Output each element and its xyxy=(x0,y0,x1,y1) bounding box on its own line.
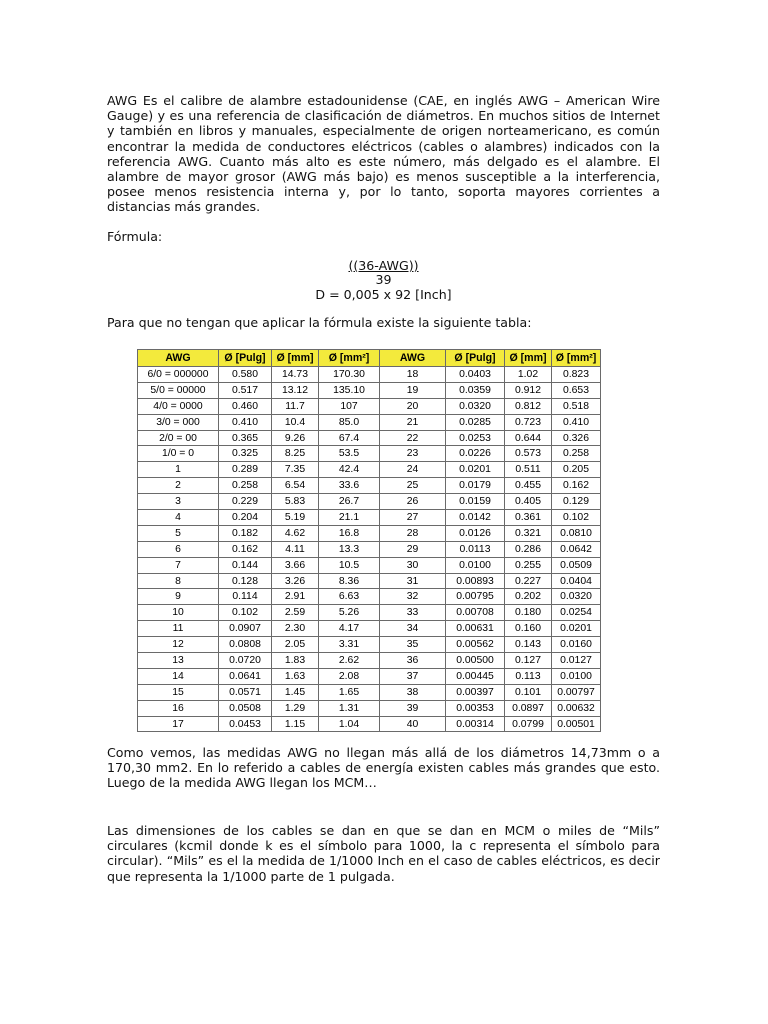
table-cell: 0.258 xyxy=(552,446,601,462)
formula-block xyxy=(107,259,660,303)
table-cell: 21.1 xyxy=(319,510,380,526)
table-cell: 1.65 xyxy=(319,684,380,700)
table-cell: 0.823 xyxy=(552,367,601,383)
table-cell: 0.0226 xyxy=(446,446,505,462)
table-cell: 0.202 xyxy=(505,589,552,605)
table-cell: 0.00353 xyxy=(446,700,505,716)
table-cell: 11 xyxy=(138,621,219,637)
table-cell: 0.0113 xyxy=(446,541,505,557)
table-row xyxy=(138,716,601,732)
table-cell: 1/0 = 0 xyxy=(138,446,219,462)
table-cell: 0.518 xyxy=(552,398,601,414)
header-awg: AWG xyxy=(138,350,219,367)
table-cell: 0.0453 xyxy=(219,716,272,732)
table-row xyxy=(138,462,601,478)
table-cell: 0.0126 xyxy=(446,525,505,541)
table-cell: 0.455 xyxy=(505,478,552,494)
table-cell: 0.0201 xyxy=(552,621,601,637)
table-cell: 40 xyxy=(380,716,446,732)
table-cell: 0.460 xyxy=(219,398,272,414)
table-cell: 0.0799 xyxy=(505,716,552,732)
table-cell: 0.182 xyxy=(219,525,272,541)
table-cell: 17 xyxy=(138,716,219,732)
mcm-section xyxy=(107,823,660,884)
table-cell: 0.00562 xyxy=(446,637,505,653)
table-cell: 1.63 xyxy=(272,668,319,684)
table-cell: 10.5 xyxy=(319,557,380,573)
table-cell: 9 xyxy=(138,589,219,605)
table-cell: 2 xyxy=(138,478,219,494)
table-cell: 0.162 xyxy=(219,541,272,557)
table-row xyxy=(138,510,601,526)
table-cell: 0.162 xyxy=(552,478,601,494)
header-diam-inch: Ø [Pulg] xyxy=(446,350,505,367)
table-row xyxy=(138,541,601,557)
table-cell: 0.361 xyxy=(505,510,552,526)
table-row xyxy=(138,414,601,430)
table-cell: 13.3 xyxy=(319,541,380,557)
table-cell: 0.580 xyxy=(219,367,272,383)
intro-paragraph: AWG Es el calibre de alambre estadounidense (CAE, en inglés AWG – American Wire Gauge) y es una referencia de clasificación de diámetros. En muchos sitios de Internet y también en libros y manuales, especialmente de origen norteamericano, es común encontrar la medida de conductores eléctricos (cables o alambres) indicados con la referencia AWG. Cuanto más alto es este número, más delgado es el alambre. El alambre de mayor grosor (AWG más bajo) es menos susceptible a la interferencia, posee menos resistencia interna y, por lo tanto, soporta mayores corrientes a distancias más grandes. xyxy=(107,93,660,215)
table-cell: 34 xyxy=(380,621,446,637)
table-cell: 26.7 xyxy=(319,494,380,510)
table-cell: 2.08 xyxy=(319,668,380,684)
table-row xyxy=(138,478,601,494)
table-cell: 3.66 xyxy=(272,557,319,573)
table-cell: 1.83 xyxy=(272,653,319,669)
table-cell: 0.289 xyxy=(219,462,272,478)
table-cell: 0.0201 xyxy=(446,462,505,478)
table-cell: 4/0 = 0000 xyxy=(138,398,219,414)
table-cell: 0.0160 xyxy=(552,637,601,653)
table-cell: 31 xyxy=(380,573,446,589)
table-cell: 1.15 xyxy=(272,716,319,732)
table-cell: 0.644 xyxy=(505,430,552,446)
table-cell: 38 xyxy=(380,684,446,700)
table-cell: 0.0897 xyxy=(505,700,552,716)
table-cell: 13.12 xyxy=(272,382,319,398)
table-cell: 26 xyxy=(380,494,446,510)
table-cell: 25 xyxy=(380,478,446,494)
table-row xyxy=(138,430,601,446)
table-cell: 0.0320 xyxy=(552,589,601,605)
table-cell: 5 xyxy=(138,525,219,541)
table-cell: 3 xyxy=(138,494,219,510)
header-diam-mm: Ø [mm] xyxy=(272,350,319,367)
table-cell: 0.00501 xyxy=(552,716,601,732)
table-cell: 0.0254 xyxy=(552,605,601,621)
table-cell: 1.04 xyxy=(319,716,380,732)
formula-numerator: ((36-AWG)) xyxy=(348,257,419,273)
formula-denominator: 39 xyxy=(375,272,392,288)
after-table-paragraph: Como vemos, las medidas AWG no llegan más allá de los diámetros 14,73mm o a 170,30 mm2. En lo referido a cables de energía existen cables más grandes que esto. Luego de la medida AWG llegan los MCM… xyxy=(107,745,660,791)
table-cell: 21 xyxy=(380,414,446,430)
table-cell: 5.83 xyxy=(272,494,319,510)
table-cell: 0.229 xyxy=(219,494,272,510)
table-cell: 0.227 xyxy=(505,573,552,589)
table-cell: 2.30 xyxy=(272,621,319,637)
table-row xyxy=(138,382,601,398)
table-cell: 5.26 xyxy=(319,605,380,621)
table-cell: 4.17 xyxy=(319,621,380,637)
table-cell: 53.5 xyxy=(319,446,380,462)
table-cell: 1.45 xyxy=(272,684,319,700)
table-cell: 39 xyxy=(380,700,446,716)
table-cell: 0.0508 xyxy=(219,700,272,716)
table-cell: 36 xyxy=(380,653,446,669)
table-cell: 2.91 xyxy=(272,589,319,605)
table-cell: 0.00500 xyxy=(446,653,505,669)
table-cell: 0.160 xyxy=(505,621,552,637)
table-cell: 6 xyxy=(138,541,219,557)
table-cell: 2.05 xyxy=(272,637,319,653)
table-cell: 0.0720 xyxy=(219,653,272,669)
table-cell: 0.255 xyxy=(505,557,552,573)
table-cell: 10.4 xyxy=(272,414,319,430)
table-cell: 0.00708 xyxy=(446,605,505,621)
header-awg: AWG xyxy=(380,350,446,367)
table-cell: 170.30 xyxy=(319,367,380,383)
table-cell: 0.0642 xyxy=(552,541,601,557)
table-cell: 0.517 xyxy=(219,382,272,398)
table-cell: 0.00797 xyxy=(552,684,601,700)
table-cell: 0.0907 xyxy=(219,621,272,637)
after-table-section xyxy=(107,745,660,791)
table-row xyxy=(138,367,601,383)
table-cell: 12 xyxy=(138,637,219,653)
table-cell: 22 xyxy=(380,430,446,446)
table-cell: 1.29 xyxy=(272,700,319,716)
table-cell: 0.00397 xyxy=(446,684,505,700)
table-cell: 27 xyxy=(380,510,446,526)
table-cell: 0.0142 xyxy=(446,510,505,526)
table-cell: 0.129 xyxy=(552,494,601,510)
table-cell: 0.180 xyxy=(505,605,552,621)
table-cell: 2.59 xyxy=(272,605,319,621)
table-cell: 2.62 xyxy=(319,653,380,669)
table-cell: 0.405 xyxy=(505,494,552,510)
table-row xyxy=(138,605,601,621)
table-cell: 4 xyxy=(138,510,219,526)
header-area-mm2: Ø [mm²] xyxy=(552,350,601,367)
table-cell: 32 xyxy=(380,589,446,605)
table-cell: 0.128 xyxy=(219,573,272,589)
table-cell: 30 xyxy=(380,557,446,573)
table-cell: 0.325 xyxy=(219,446,272,462)
table-cell: 24 xyxy=(380,462,446,478)
table-cell: 0.127 xyxy=(505,653,552,669)
table-header-row xyxy=(138,350,601,367)
table-cell: 9.26 xyxy=(272,430,319,446)
table-cell: 107 xyxy=(319,398,380,414)
mcm-paragraph: Las dimensiones de los cables se dan en que se dan en MCM o miles de “Mils” circulares (kcmil donde k es el símbolo para 1000, la c representa el símbolo para circular). “Mils” es el la medida de 1/1000 Inch en el caso de cables eléctricos, es decir que representa la 1/1000 parte de 1 pulgada. xyxy=(107,823,660,884)
table-row xyxy=(138,589,601,605)
table-cell: 5.19 xyxy=(272,510,319,526)
header-area-mm2: Ø [mm²] xyxy=(319,350,380,367)
table-cell: 1.02 xyxy=(505,367,552,383)
table-cell: 8.25 xyxy=(272,446,319,462)
table-cell: 0.321 xyxy=(505,525,552,541)
header-diam-inch: Ø [Pulg] xyxy=(219,350,272,367)
table-cell: 42.4 xyxy=(319,462,380,478)
table-cell: 0.143 xyxy=(505,637,552,653)
header-diam-mm: Ø [mm] xyxy=(505,350,552,367)
table-cell: 0.0100 xyxy=(446,557,505,573)
table-cell: 0.0571 xyxy=(219,684,272,700)
table-cell: 0.0808 xyxy=(219,637,272,653)
table-cell: 3.31 xyxy=(319,637,380,653)
table-cell: 0.410 xyxy=(219,414,272,430)
table-cell: 8.36 xyxy=(319,573,380,589)
table-cell: 0.0285 xyxy=(446,414,505,430)
table-cell: 0.511 xyxy=(505,462,552,478)
table-cell: 1.31 xyxy=(319,700,380,716)
table-cell: 16 xyxy=(138,700,219,716)
table-cell: 16.8 xyxy=(319,525,380,541)
table-cell: 14.73 xyxy=(272,367,319,383)
table-cell: 0.0641 xyxy=(219,668,272,684)
table-cell: 14 xyxy=(138,668,219,684)
table-cell: 13 xyxy=(138,653,219,669)
table-cell: 7.35 xyxy=(272,462,319,478)
table-cell: 2/0 = 00 xyxy=(138,430,219,446)
table-cell: 3.26 xyxy=(272,573,319,589)
table-cell: 0.365 xyxy=(219,430,272,446)
formula-expression: D = 0,005 x 92 [Inch] xyxy=(315,287,452,303)
formula-label: Fórmula: xyxy=(107,228,163,244)
table-cell: 19 xyxy=(380,382,446,398)
table-cell: 0.113 xyxy=(505,668,552,684)
table-cell: 0.0179 xyxy=(446,478,505,494)
table-cell: 0.0100 xyxy=(552,668,601,684)
table-cell: 0.0127 xyxy=(552,653,601,669)
table-row xyxy=(138,446,601,462)
table-cell: 0.00795 xyxy=(446,589,505,605)
table-cell: 0.205 xyxy=(552,462,601,478)
table-row xyxy=(138,621,601,637)
table-cell: 0.573 xyxy=(505,446,552,462)
table-cell: 7 xyxy=(138,557,219,573)
table-cell: 4.11 xyxy=(272,541,319,557)
table-cell: 0.0320 xyxy=(446,398,505,414)
table-cell: 0.0359 xyxy=(446,382,505,398)
table-cell: 0.653 xyxy=(552,382,601,398)
table-cell: 0.0509 xyxy=(552,557,601,573)
table-row xyxy=(138,557,601,573)
table-cell: 0.0810 xyxy=(552,525,601,541)
table-cell: 0.00314 xyxy=(446,716,505,732)
table-cell: 135.10 xyxy=(319,382,380,398)
table-cell: 18 xyxy=(380,367,446,383)
table-cell: 0.101 xyxy=(505,684,552,700)
table-cell: 15 xyxy=(138,684,219,700)
table-cell: 29 xyxy=(380,541,446,557)
table-row xyxy=(138,398,601,414)
table-cell: 0.410 xyxy=(552,414,601,430)
table-cell: 6.63 xyxy=(319,589,380,605)
table-row xyxy=(138,494,601,510)
table-cell: 33.6 xyxy=(319,478,380,494)
table-row xyxy=(138,700,601,716)
table-cell: 1 xyxy=(138,462,219,478)
table-cell: 5/0 = 00000 xyxy=(138,382,219,398)
awg-table-container xyxy=(137,349,601,732)
table-cell: 8 xyxy=(138,573,219,589)
table-cell: 0.286 xyxy=(505,541,552,557)
table-cell: 0.258 xyxy=(219,478,272,494)
table-cell: 0.0159 xyxy=(446,494,505,510)
table-row xyxy=(138,684,601,700)
table-cell: 0.912 xyxy=(505,382,552,398)
table-cell: 67.4 xyxy=(319,430,380,446)
table-cell: 0.00631 xyxy=(446,621,505,637)
table-cell: 0.102 xyxy=(552,510,601,526)
table-cell: 85.0 xyxy=(319,414,380,430)
table-cell: 20 xyxy=(380,398,446,414)
table-row xyxy=(138,668,601,684)
table-lead-text: Para que no tengan que aplicar la fórmula existe la siguiente tabla: xyxy=(107,314,532,330)
table-cell: 11.7 xyxy=(272,398,319,414)
table-cell: 0.102 xyxy=(219,605,272,621)
table-cell: 37 xyxy=(380,668,446,684)
table-row xyxy=(138,653,601,669)
table-cell: 0.144 xyxy=(219,557,272,573)
table-cell: 0.0253 xyxy=(446,430,505,446)
table-cell: 3/0 = 000 xyxy=(138,414,219,430)
table-cell: 0.0403 xyxy=(446,367,505,383)
table-cell: 0.723 xyxy=(505,414,552,430)
table-row xyxy=(138,637,601,653)
table-row xyxy=(138,573,601,589)
table-cell: 6.54 xyxy=(272,478,319,494)
table-cell: 0.0404 xyxy=(552,573,601,589)
table-cell: 35 xyxy=(380,637,446,653)
table-cell: 0.204 xyxy=(219,510,272,526)
awg-table xyxy=(137,349,601,732)
table-cell: 0.812 xyxy=(505,398,552,414)
table-cell: 33 xyxy=(380,605,446,621)
table-row xyxy=(138,525,601,541)
table-cell: 0.00445 xyxy=(446,668,505,684)
document-body xyxy=(107,93,660,330)
table-cell: 28 xyxy=(380,525,446,541)
table-cell: 10 xyxy=(138,605,219,621)
table-cell: 4.62 xyxy=(272,525,319,541)
table-cell: 0.114 xyxy=(219,589,272,605)
table-cell: 6/0 = 000000 xyxy=(138,367,219,383)
table-cell: 0.326 xyxy=(552,430,601,446)
table-cell: 0.00893 xyxy=(446,573,505,589)
table-cell: 23 xyxy=(380,446,446,462)
table-cell: 0.00632 xyxy=(552,700,601,716)
